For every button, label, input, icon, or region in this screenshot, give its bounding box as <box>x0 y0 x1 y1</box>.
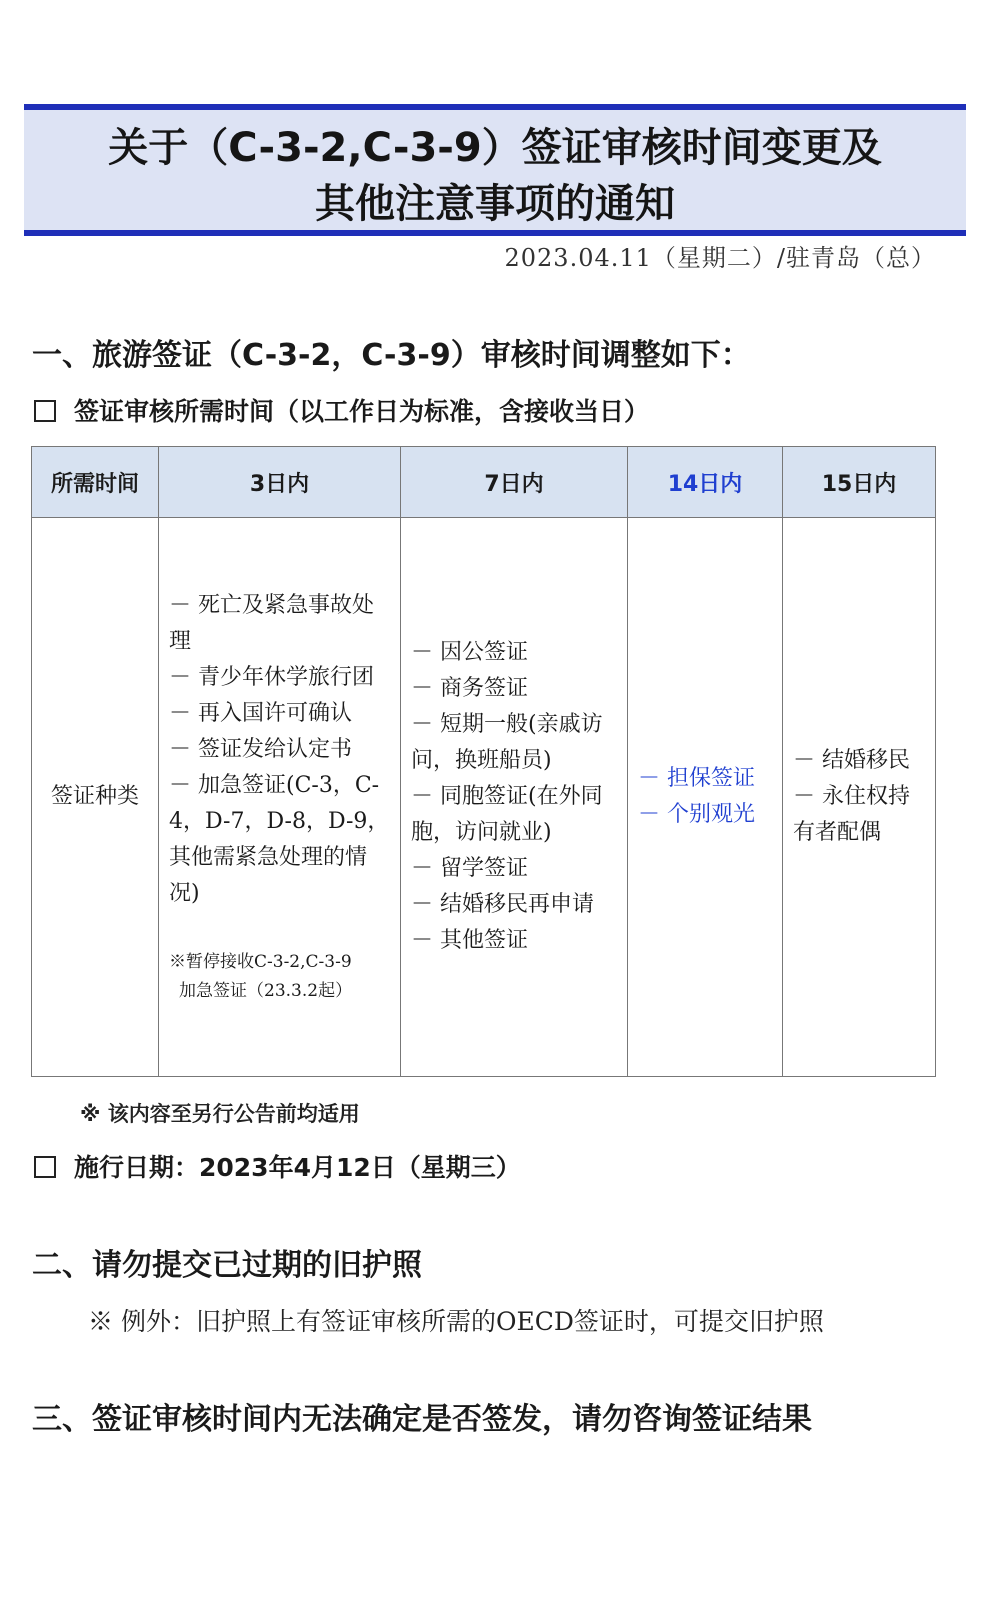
list-item: － 加急签证(C-3，C-4，D-7，D-8，D-9，其他需紧急处理的情况) <box>169 773 390 906</box>
suspension-note-line-1: ※暂停接收C-3-2,C-3-9 <box>169 952 352 972</box>
notice-title-line-2: 其他注意事项的通知 <box>315 181 675 227</box>
table-row <box>32 518 936 1077</box>
cell-7-days <box>401 518 628 1077</box>
effective-date <box>34 1148 521 1184</box>
list-item: － 青少年休学旅行团 <box>169 665 374 690</box>
list-item: － 其他签证 <box>411 928 528 953</box>
suspension-note <box>169 948 390 1006</box>
section1-subheading <box>34 392 649 428</box>
table-header-cell: 15日内 <box>783 447 936 518</box>
list-item: － 个别观光 <box>638 802 755 827</box>
suspension-note-line-2: 加急签证（23.3.2起） <box>179 981 353 1001</box>
list-item: － 商务签证 <box>411 676 528 701</box>
cell-14-days <box>628 518 783 1077</box>
section2-heading: 二、请勿提交已过期的旧护照 <box>32 1248 422 1283</box>
list-item: － 签证发给认定书 <box>169 737 352 762</box>
cell-3-days <box>159 518 401 1077</box>
table-header-row <box>32 447 936 518</box>
list-item: － 同胞签证(在外同胞，访问就业) <box>411 784 603 845</box>
list-item: － 结婚移民 <box>793 748 910 773</box>
list-item: － 永住权持有者配偶 <box>793 784 910 845</box>
row-label-visa-type: 签证种类 <box>32 518 159 1077</box>
list-item: － 再入国许可确认 <box>169 701 352 726</box>
notice-title-line-1: 关于（C-3-2,C-3-9）签证审核时间变更及 <box>108 125 882 171</box>
notice-title-banner <box>24 104 966 236</box>
table-header-cell: 所需时间 <box>32 447 159 518</box>
table-header-cell: 7日内 <box>401 447 628 518</box>
list-item: － 因公签证 <box>411 640 528 665</box>
section3-heading: 三、签证审核时间内无法确定是否签发，请勿咨询签证结果 <box>32 1402 812 1437</box>
effective-date-text: 施行日期：2023年4月12日（星期三） <box>74 1153 521 1182</box>
checkbox-square-icon <box>34 400 56 422</box>
section1-heading: 一、旅游签证（C-3-2，C-3-9）审核时间调整如下： <box>32 338 751 373</box>
list-item: － 担保签证 <box>638 766 755 791</box>
table-header-cell: 14日内 <box>628 447 783 518</box>
list-item: － 死亡及紧急事故处理 <box>169 593 374 654</box>
applicability-note: ※ 该内容至另行公告前均适用 <box>80 1102 360 1126</box>
list-item: － 留学签证 <box>411 856 528 881</box>
visa-processing-table <box>31 446 936 1077</box>
table-header-cell: 3日内 <box>159 447 401 518</box>
notice-dateline: 2023.04.11（星期二）/驻青岛（总） <box>504 244 936 272</box>
section1-subheading-text: 签证审核所需时间（以工作日为标准，含接收当日） <box>74 397 650 426</box>
list-item: － 短期一般(亲戚访问，换班船员) <box>411 712 603 773</box>
checkbox-square-icon <box>34 1156 56 1178</box>
list-item: － 结婚移民再申请 <box>411 892 594 917</box>
cell-15-days <box>783 518 936 1077</box>
section2-exception-note: ※ 例外：旧护照上有签证审核所需的OECD签证时，可提交旧护照 <box>88 1307 824 1336</box>
